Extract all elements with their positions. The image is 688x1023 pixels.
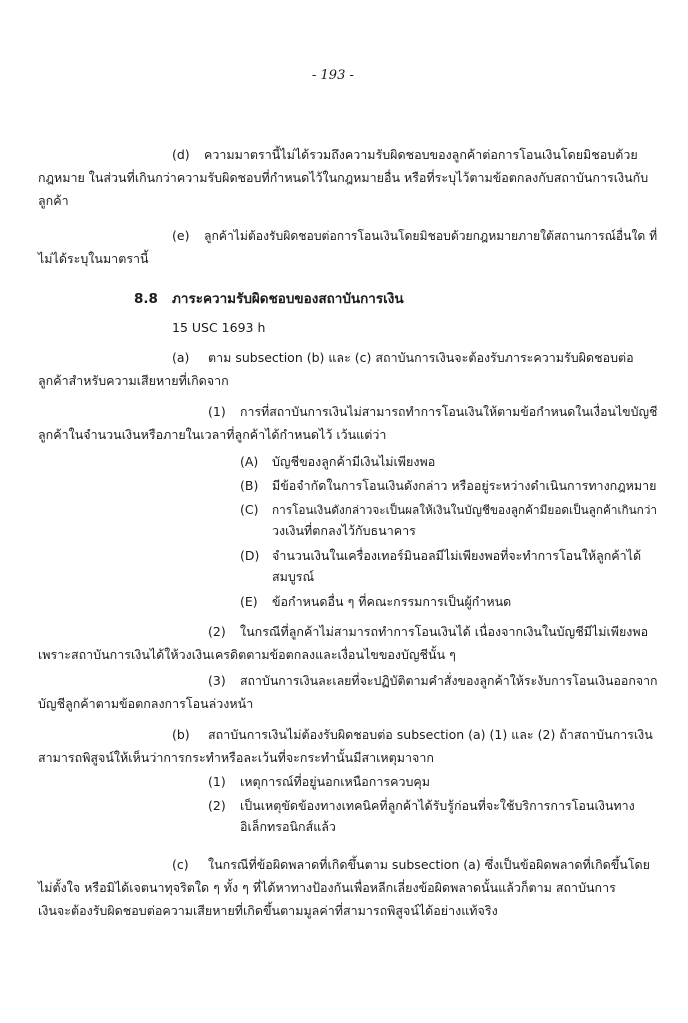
sub-item-a-text: บัญชีของลูกค้ามีเงินไม่เพียงพอ bbox=[272, 454, 436, 469]
sub-item-c-marker: (C) bbox=[240, 502, 259, 517]
sub-item-e-text: ข้อกำหนดอื่น ๆ ที่คณะกรรมการเป็นผู้กำหนด bbox=[272, 594, 512, 609]
b-item-1-marker: (1) bbox=[208, 774, 226, 789]
para-a-line1: ตาม subsection (b) และ (c) สถาบันการเงินจะต้องรับภาระความรับผิดชอบต่อ bbox=[208, 350, 634, 365]
item-2-line2: เพราะสถาบันการเงินได้ให้วงเงินเครดิตตามข้อตกลงและเงื่อนไขของบัญชีนั้น ๆ bbox=[38, 647, 456, 662]
sub-item-c-text2: วงเงินที่ตกลงไว้กับธนาคาร bbox=[272, 523, 416, 538]
sub-item-b-text: มีข้อจำกัดในการโอนเงินดังกล่าว หรืออยู่ระหว่างดำเนินการทางกฎหมาย bbox=[272, 478, 657, 493]
para-b-line1: สถาบันการเงินไม่ต้องรับผิดชอบต่อ subsection (a) (1) และ (2) ถ้าสถาบันการเงิน bbox=[208, 727, 653, 742]
sub-item-d-marker: (D) bbox=[240, 548, 260, 563]
para-d-marker: (d) bbox=[172, 147, 190, 162]
section-title: ภาระความรับผิดชอบของสถาบันการเงิน bbox=[172, 291, 404, 307]
sub-item-c-text1: การโอนเงินดังกล่าวจะเป็นผลให้เงินในบัญชีของลูกค้ามียอดเป็นลูกค้าเกินกว่า bbox=[272, 503, 658, 517]
item-3-marker: (3) bbox=[208, 673, 226, 688]
para-d-line1: ความมาตรานี้ไม่ได้รวมถึงความรับผิดชอบของลูกค้าต่อการโอนเงินโดยมิชอบด้วย bbox=[204, 147, 638, 162]
para-a-marker: (a) bbox=[172, 350, 190, 365]
para-e-line1: ลูกค้าไม่ต้องรับผิดชอบต่อการโอนเงินโดยมิชอบด้วยกฎหมายภายใต้สถานการณ์อื่นใด ที่ bbox=[204, 229, 658, 243]
item-1-line1: การที่สถาบันการเงินไม่สามารถทำการโอนเงินให้ตามข้อกำหนดในเงื่อนไขบัญชี bbox=[240, 405, 658, 419]
page-number: - 193 - bbox=[312, 68, 354, 83]
para-d-line3: ลูกค้า bbox=[38, 193, 69, 208]
para-c-line3: เงินจะต้องรับผิดชอบต่อความเสียหายที่เกิดขึ้นตามมูลค่าที่สามารถพิสูจน์ได้อย่างแท้จริง bbox=[38, 903, 498, 918]
b-item-2-text1: เป็นเหตุขัดข้องทางเทคนิคที่ลูกค้าได้รับรู้ก่อนที่จะใช้บริการการโอนเงินทาง bbox=[240, 798, 635, 813]
item-1-line2: ลูกค้าในจำนวนเงินหรือภายในเวลาที่ลูกค้าได้กำหนดไว้ เว้นแต่ว่า bbox=[38, 427, 387, 442]
para-c-marker: (c) bbox=[172, 857, 189, 872]
para-a-line2: ลูกค้าสำหรับความเสียหายที่เกิดจาก bbox=[38, 373, 229, 388]
para-b-line2: สามารถพิสูจน์ให้เห็นว่าการกระทำหรือละเว้นที่จะกระทำนั้นมีสาเหตุมาจาก bbox=[38, 750, 434, 765]
item-1-marker: (1) bbox=[208, 404, 226, 419]
section-reference: 15 USC 1693 h bbox=[172, 320, 266, 335]
section-number: 8.8 bbox=[134, 291, 158, 307]
b-item-2-text2: อิเล็กทรอนิกส์แล้ว bbox=[240, 819, 336, 834]
sub-item-a-marker: (A) bbox=[240, 454, 259, 469]
para-b-marker: (b) bbox=[172, 727, 190, 742]
para-d-line2: กฎหมาย ในส่วนที่เกินกว่าความรับผิดชอบที่กำหนดไว้ในกฎหมายอื่น หรือที่ระบุไว้ตามข้อตกลงกับสถาบันการเงินกับ bbox=[38, 170, 649, 185]
para-c-line2: ไม่ตั้งใจ หรือมิได้เจตนาทุจริตใด ๆ ทั้ง ๆ ที่ได้หาทางป้องกันเพื่อหลีกเลี่ยงข้อผิดพลาดนั้นแล้วก็ตาม สถาบันการ bbox=[38, 880, 616, 895]
item-2-marker: (2) bbox=[208, 624, 226, 639]
item-3-line1: สถาบันการเงินละเลยที่จะปฏิบัติตามคำสั่งของลูกค้าให้ระงับการโอนเงินออกจาก bbox=[240, 674, 658, 688]
para-e-marker: (e) bbox=[172, 228, 190, 243]
item-2-line1: ในกรณีที่ลูกค้าไม่สามารถทำการโอนเงินได้ เนื่องจากเงินในบัญชีมีไม่เพียงพอ bbox=[240, 624, 649, 639]
item-3-line2: บัญชีลูกค้าตามข้อตกลงการโอนล่วงหน้า bbox=[38, 696, 254, 711]
sub-item-b-marker: (B) bbox=[240, 478, 259, 493]
sub-item-e-marker: (E) bbox=[240, 594, 258, 609]
sub-item-d-text1: จำนวนเงินในเครื่องเทอร์มินอลมีไม่เพียงพอที่จะทำการโอนให้ลูกค้าได้ bbox=[272, 548, 642, 563]
b-item-2-marker: (2) bbox=[208, 798, 226, 813]
b-item-1-text: เหตุการณ์ที่อยู่นอกเหนือการควบคุม bbox=[240, 774, 431, 789]
para-e-line2: ไม่ได้ระบุในมาตรานี้ bbox=[38, 251, 149, 266]
para-c-line1: ในกรณีที่ข้อผิดพลาดที่เกิดขึ้นตาม subsection (a) ซึ่งเป็นข้อผิดพลาดที่เกิดขึ้นโดย bbox=[208, 857, 650, 872]
sub-item-d-text2: สมบูรณ์ bbox=[272, 569, 315, 584]
